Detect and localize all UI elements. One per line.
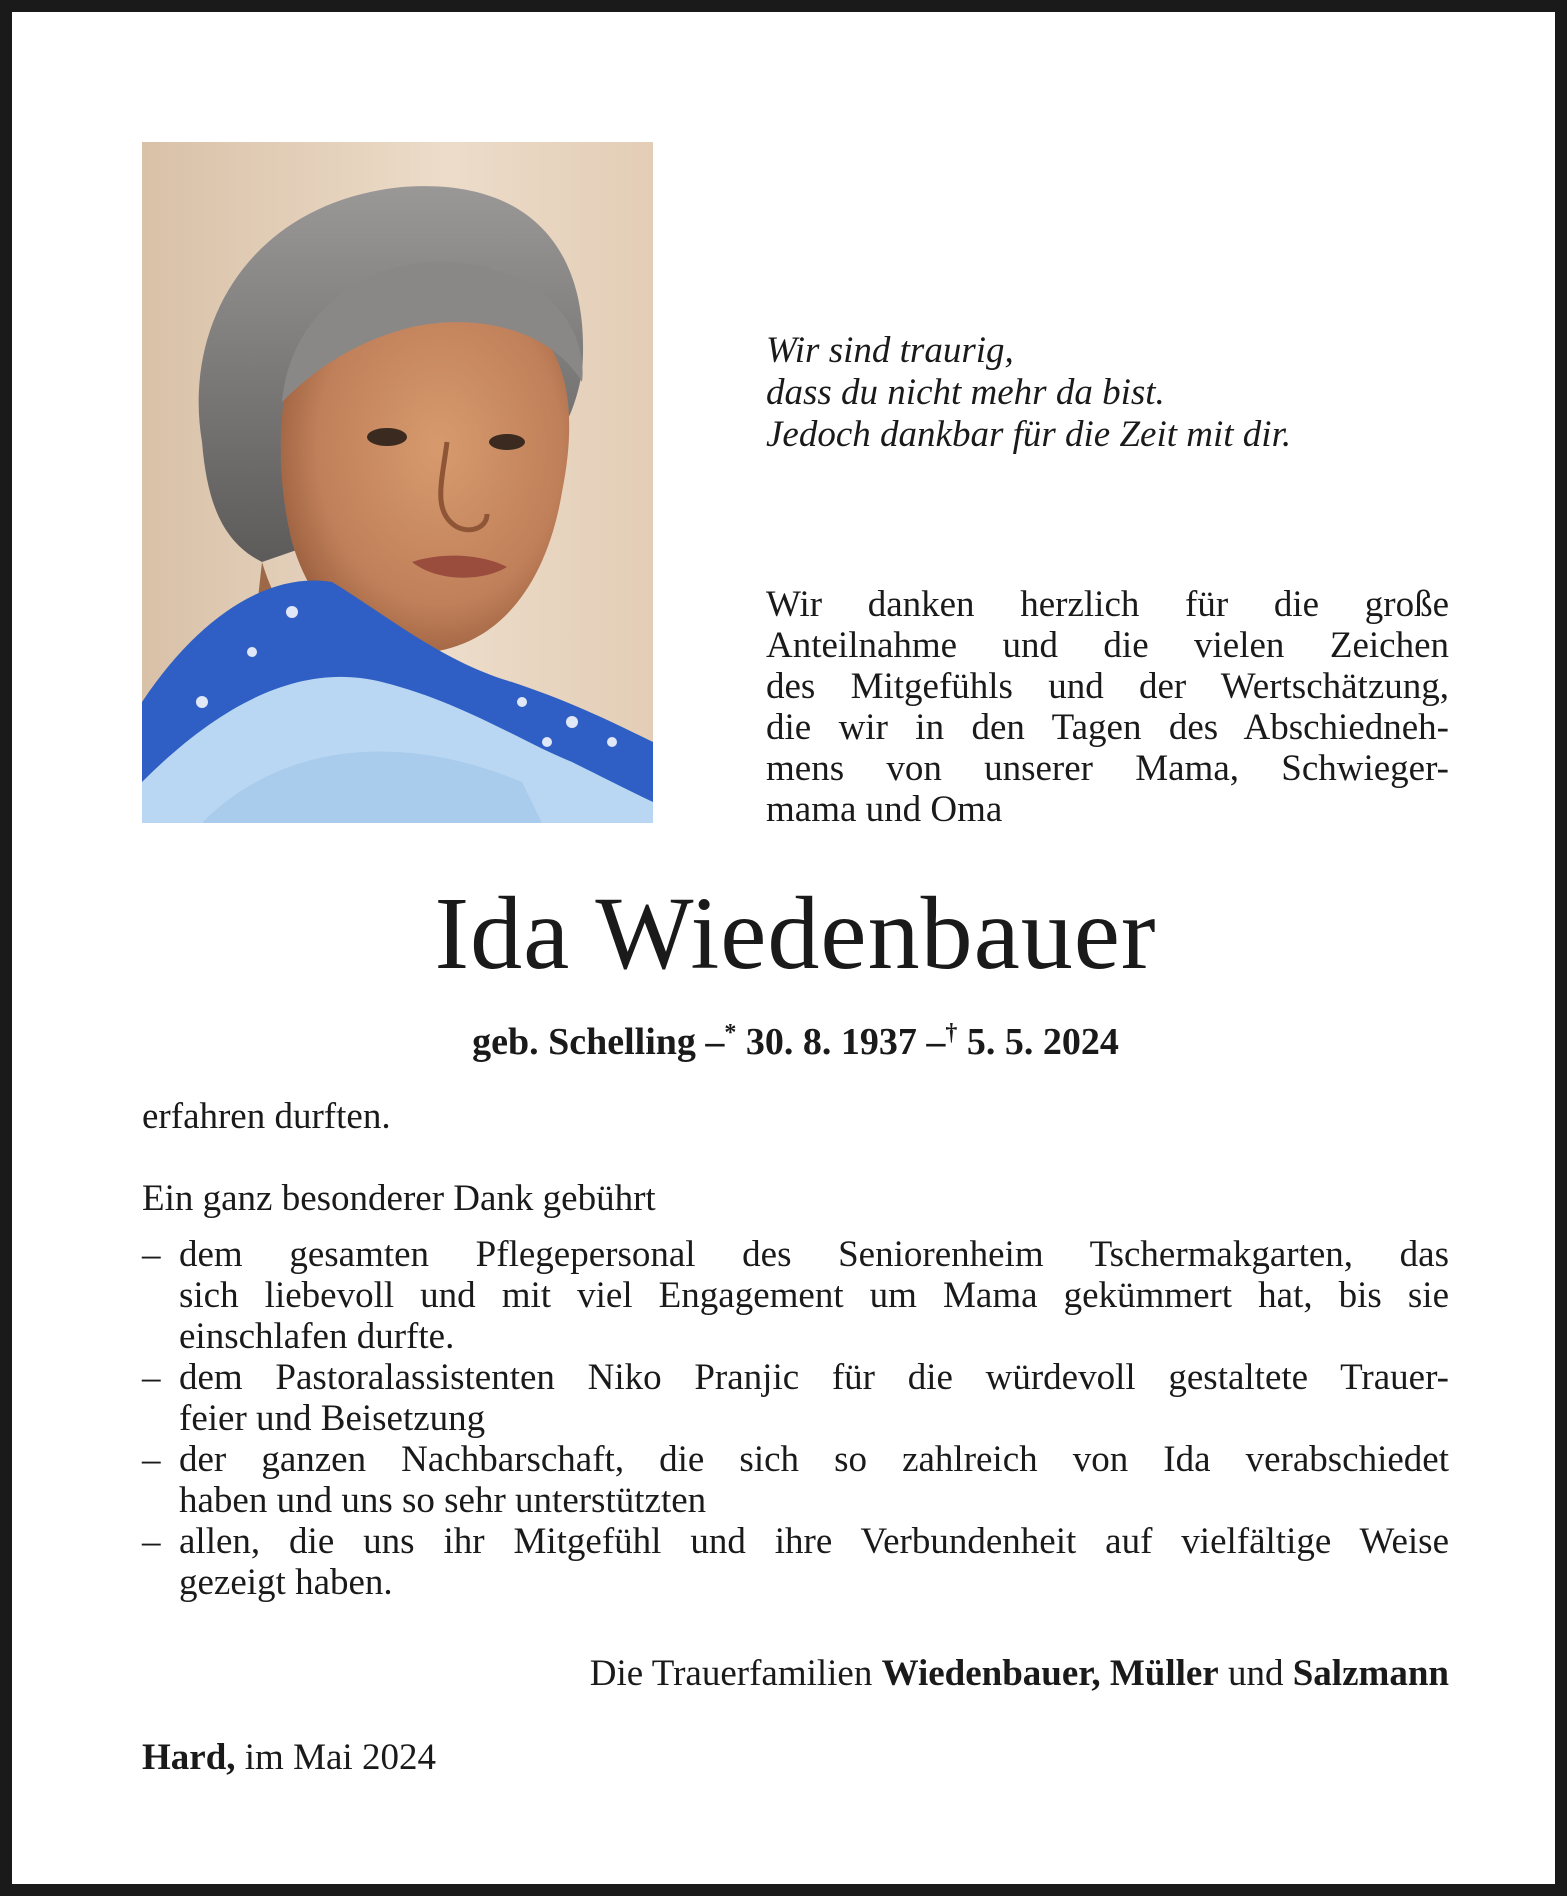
list-line: feier und Beisetzung [179, 1398, 486, 1439]
thanks-line: mama und Oma [766, 789, 1003, 830]
place-date [142, 1736, 436, 1780]
family-signature [142, 1652, 1449, 1696]
signature-conjunction: und [1227, 1653, 1284, 1694]
poem-line: Wir sind traurig, [766, 330, 1014, 371]
thanks-line: die wir in den Tagen des Abschiedneh- [766, 707, 1449, 748]
gratitude-intro: Ein ganz besonderer Dank gebührt [142, 1178, 656, 1219]
life-dates [12, 1010, 1567, 1065]
thanks-line: mens von unserer Mama, Schwieger- [766, 748, 1449, 789]
list-line: der ganzen Nachbarschaft, die sich so zahlreich von Ida verabschiedet [179, 1439, 1449, 1480]
birth-symbol: * [724, 1020, 737, 1046]
list-dash: – [142, 1234, 161, 1275]
deceased-name: Ida Wiedenbauer [434, 876, 1157, 991]
list-line: allen, die uns ihr Mitgefühl und ihre Verbundenheit auf vielfältige Weise [179, 1521, 1449, 1562]
separator: – [926, 1021, 946, 1063]
family-name: Salzmann [1292, 1653, 1449, 1694]
signature-prefix: Die Trauerfamilien [589, 1653, 873, 1694]
place-month: im Mai 2024 [244, 1737, 436, 1778]
list-line: gezeigt haben. [179, 1562, 393, 1603]
portrait-image [142, 142, 653, 823]
thanks-paragraph [766, 584, 1449, 830]
list-dash: – [142, 1521, 161, 1562]
maiden-name: geb. Schelling [472, 1021, 696, 1063]
list-item [142, 1439, 1449, 1521]
list-dash: – [142, 1357, 161, 1398]
list-line: sich liebevoll und mit viel Engagement um Mama gekümmert hat, bis sie [179, 1275, 1449, 1316]
list-line: dem Pastoralassistenten Niko Pranjic für die würdevoll gestaltete Trauer- [179, 1357, 1449, 1398]
list-item [142, 1234, 1449, 1357]
gratitude-list [142, 1234, 1449, 1603]
separator: – [705, 1021, 725, 1063]
list-item [142, 1521, 1449, 1603]
thanks-line: Wir danken herzlich für die große [766, 584, 1449, 625]
memorial-poem [766, 330, 1466, 456]
list-line: dem gesamten Pflegepersonal des Seniorenheim Tschermakgarten, das [179, 1234, 1449, 1275]
place-town: Hard, [142, 1737, 236, 1778]
thanks-line: Anteilnahme und die vielen Zeichen [766, 625, 1449, 666]
family-name: Müller [1109, 1653, 1219, 1694]
poem-line: Jedoch dankbar für die Zeit mit dir. [766, 414, 1292, 455]
death-date: 5. 5. 2024 [966, 1021, 1119, 1063]
list-item [142, 1357, 1449, 1439]
list-line: haben und uns so sehr unterstützten [179, 1480, 707, 1521]
poem-line: dass du nicht mehr da bist. [766, 372, 1165, 413]
list-dash: – [142, 1439, 161, 1480]
portrait-photo [142, 142, 653, 823]
thanks-line: des Mitgefühls und der Wertschätzung, [766, 666, 1449, 707]
list-line: einschlafen durfte. [179, 1316, 455, 1357]
continuation-text: erfahren durften. [142, 1096, 391, 1137]
family-name: Wiedenbauer, [881, 1653, 1101, 1694]
death-symbol: † [945, 1020, 958, 1046]
birth-date: 30. 8. 1937 [745, 1021, 917, 1063]
